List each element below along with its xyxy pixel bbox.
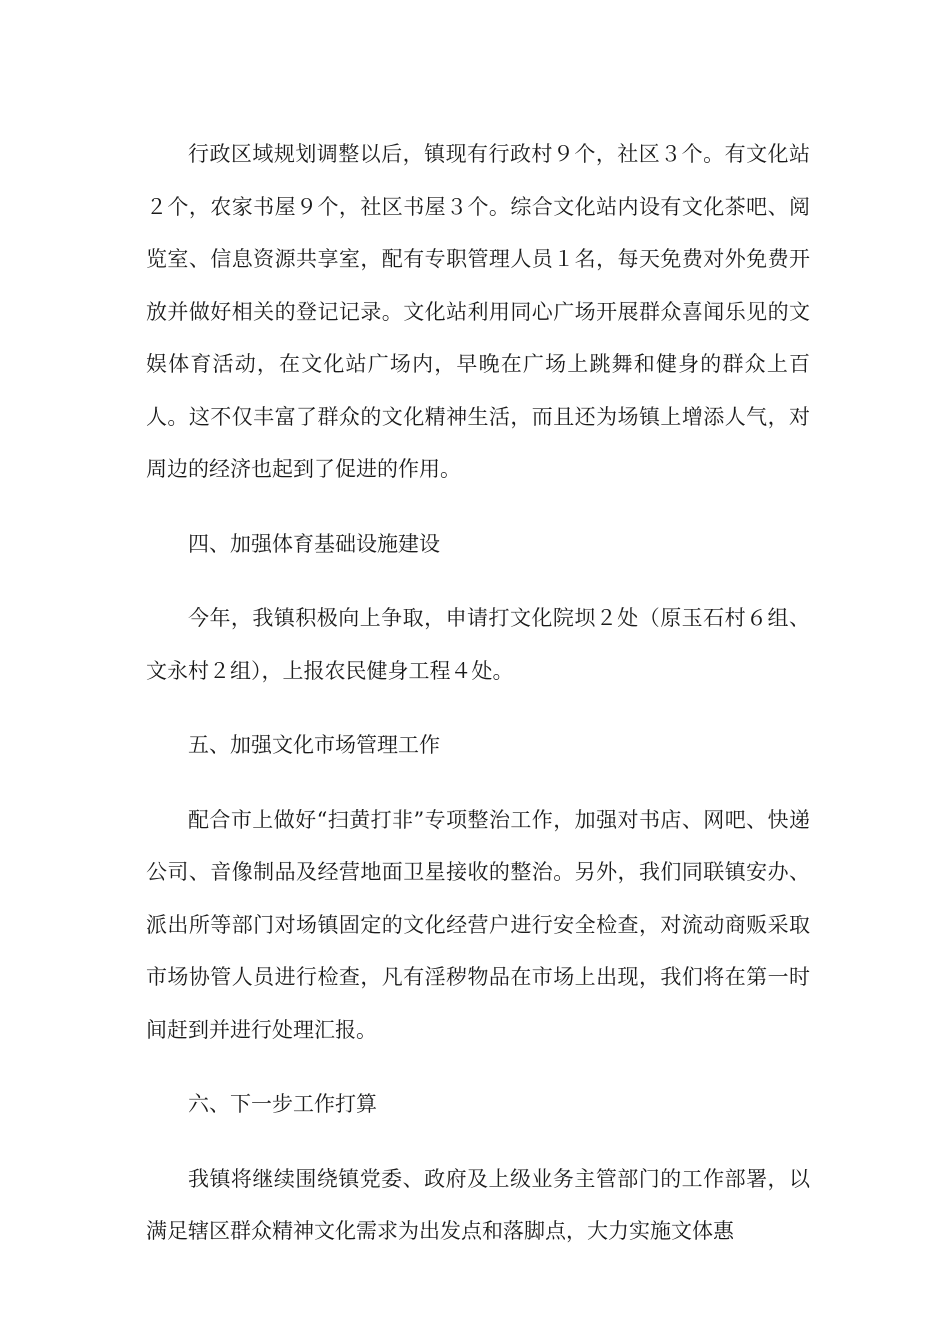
heading-sports-facilities: 四、加强体育基础设施建设 [188,531,440,556]
document-body [146,128,810,1258]
paragraph-next-steps: 我镇将继续围绕镇党委、政府及上级业务主管部门的工作部署，以满足辖区群众精神文化需求为出发点和落脚点，大力实施文体惠 [146,1166,810,1243]
paragraph-market-enforcement: 配合市上做好“扫黄打非”专项整治工作，加强对书店、网吧、快递公司、音像制品及经营地面卫星接收的整治。另外，我们同联镇安办、派出所等部门对场镇固定的文化经营户进行安全检查，对流动商贩采取市场协管人员进行检查，凡有淫秽物品在市场上出现，我们将在第一时间赶到并进行处理汇报。 [146,807,810,1042]
paragraph-cultural-stations: 行政区域规划调整以后，镇现有行政村９个，社区３个。有文化站２个，农家书屋９个，社区书屋３个。综合文化站内设有文化茶吧、阅览室、信息资源共享室，配有专职管理人员１名，每天免费对外免费开放并做好相关的登记记录。文化站利用同心广场开展群众喜闻乐见的文娱体育活动，在文化站广场内，早晚在广场上跳舞和健身的群众上百人。这不仅丰富了群众的文化精神生活，而且还为场镇上增添人气，对周边的经济也起到了促进的作用。 [146,142,810,481]
heading-market-management: 五、加强文化市场管理工作 [188,733,440,757]
paragraph-sports-projects: 今年，我镇积极向上争取，申请打文化院坝２处（原玉石村６组、文永村２组），上报农民健身工程４处。 [146,606,810,683]
heading-next-steps: 六、下一步工作打算 [188,1092,377,1116]
